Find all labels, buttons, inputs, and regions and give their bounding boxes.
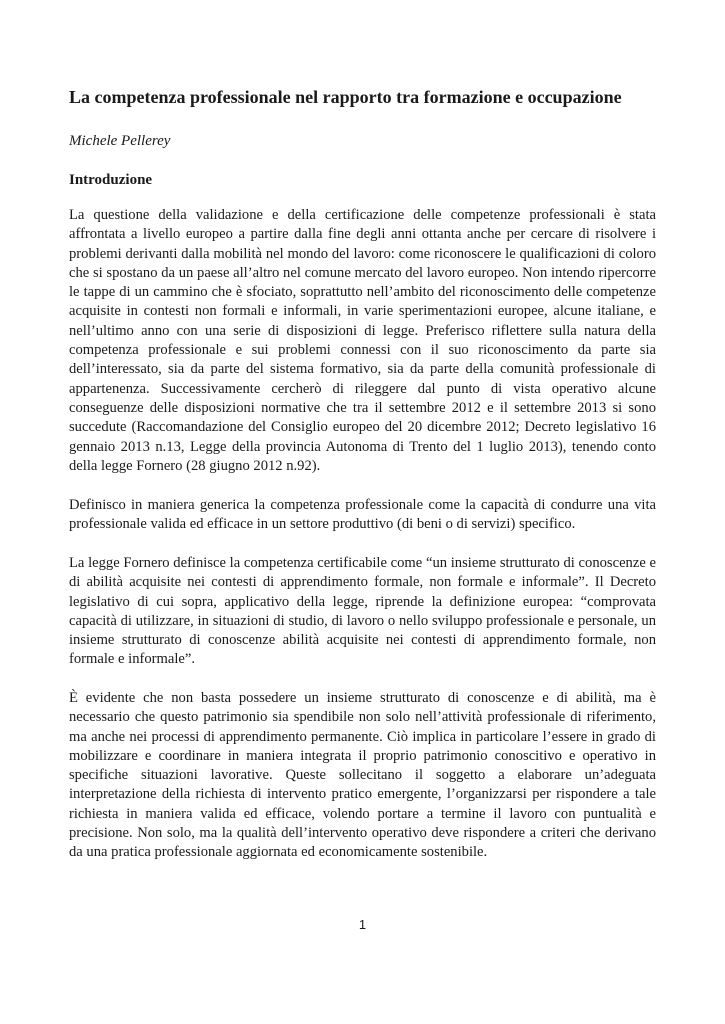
paragraph: È evidente che non basta possedere un insieme strutturato di conoscenze e di abilità, ma è necessario che questo patrimonio sia spendibile non solo nell’attività professionale di riferimento, ma anche nei processi di apprendimento permanente. Ciò implica in particolare l’essere in grado di mobilizzare e coordinare in maniera integrata il proprio patrimonio conoscitivo e operativo in specifiche situazioni lavorative. Queste sollecitano il soggetto a elaborare un’adeguata interpretazione della richiesta di intervento pratico emergente, l’organizzarsi per rispondere a tale richiesta in maniera valida ed efficace, volendo portare a termine il lavoro con puntualità e precisione. Non solo, ma la qualità dell’intervento operativo deve rispondere a criteri che derivano da una pratica professionale aggiornata ed economicamente sostenibile. [69,690,656,861]
page-number: 1 [358,917,367,932]
paragraph: La legge Fornero definisce la competenza certificabile come “un insieme strutturato di conoscenze e di abilità acquisite nei contesti di apprendimento formale, non formale e informale”. Il Decreto legislativo di cui sopra, applicativo della legge, riprende la definizione europea: “comprovata capacità di utilizzare, in situazioni di studio, di lavoro o nello sviluppo professionale e personale, un insieme strutturato di conoscenze abilità acquisite nei contesti di apprendimento formale, non formale e informale”. [69,555,656,668]
paragraph: Definisco in maniera generica la competenza professionale come la capacità di condurre una vita professionale valida ed efficace in un settore produttivo (di beni o di servizi) specifico. [69,497,656,533]
section-heading: Introduzione [69,172,153,188]
paragraph: La questione della validazione e della certificazione delle competenze professionali è stata affrontata a livello europeo a partire dalla fine degli anni ottanta anche per cercare di risolvere i problemi derivanti dalla mobilità nel mondo del lavoro: come riconoscere le qualificazioni di coloro che si spostano da un paese all’altro nel comune mercato del lavoro europeo. Non intendo ripercorre le tappe di un cammino che è sfociato, soprattutto nell’ambito del riconoscimento delle competenze acquisite in contesti non formali e informali, in varie sperimentazioni europee, alcune italiane, e nell’ultimo anno con una serie di disposizioni di legge. Preferisco riflettere sulla natura della competenza professionale e sui problemi connessi con il suo riconoscimento da parte sia dell’interessato, sia da parte del sistema formativo, sia da parte della comunità professionale di appartenenza. Successivamente cercherò di rileggere dal punto di vista operativo alcune conseguenze delle disposizioni normative che tra il settembre 2012 e il settembre 2013 si sono succedute (Raccomandazione del Consiglio europeo del 20 dicembre 2012; Decreto legislativo 16 gennaio 2013 n.13, Legge della provincia Autonoma di Trento del 1 luglio 2013), tenendo conto della legge Fornero (28 giugno 2012 n.92). [69,207,656,474]
author-name: Michele Pellerey [69,133,171,149]
document-title: La competenza professionale nel rapporto tra formazione e occupazione [69,87,622,107]
